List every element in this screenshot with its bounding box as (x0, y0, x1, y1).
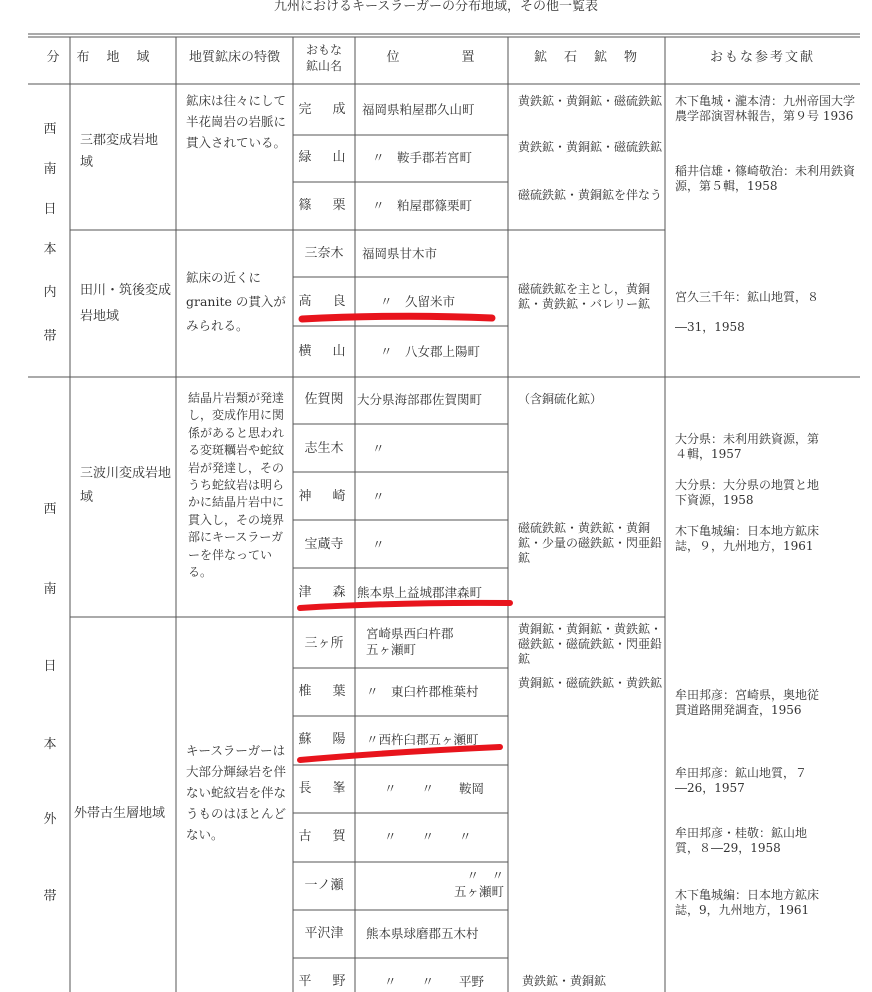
zone-char: 内 (43, 285, 57, 300)
mine-name: 高 良 (298, 294, 350, 309)
mine-ore: 黄鉄鉱・黄銅鉱・磁硫鉄鉱 (518, 140, 662, 154)
header-references: おもな参考文献 (709, 50, 815, 65)
mine-name: 緑 山 (298, 150, 350, 165)
reference-entry: 牟田邦彦：宮崎県，奥地従貫道路開発調査，1956 (675, 688, 820, 717)
mine-location: 〃 久留米市 (380, 294, 456, 309)
reference-entry: 木下亀城・瀧本清：九州帝国大学農学部演習林報告，第９号 1936 (675, 94, 856, 123)
mine-name: 三奈木 (304, 246, 344, 261)
zone-char: 本 (43, 737, 57, 752)
mine-ore: （含銅硫化鉱） (518, 392, 603, 406)
zone-char: 西 (43, 122, 57, 137)
geology-tagawa: 鉱床の近くに granite の貫入がみられる。 (186, 270, 286, 333)
mine-name: 神 崎 (298, 489, 350, 504)
mine-ore: 磁硫鉄鉱を主とし，黄銅鉱・黄鉄鉱・バレリー鉱 (518, 282, 651, 311)
mine-name: 一ノ瀬 (304, 878, 344, 893)
mine-location: 〃 鞍手郡若宮町 (372, 150, 473, 165)
reference-entry: 木下亀城編：日本地方鉱床誌，9，九州地方，1961 (675, 888, 820, 917)
header-mine: おもな 鉱山名 (305, 43, 342, 73)
zone-char: 外 (43, 812, 57, 827)
mine-name: 宝蔵寺 (304, 537, 344, 552)
zone-char: 日 (43, 202, 57, 217)
mine-name: 篠 栗 (298, 198, 350, 213)
mine-ore: 黄鉄鉱・黄銅鉱・磁硫鉄鉱 (518, 94, 662, 108)
mine-name: 平 野 (298, 974, 350, 989)
mine-name: 長 峯 (298, 781, 350, 796)
mine-name: 蘇 陽 (298, 732, 350, 747)
mine-location: 〃 (372, 441, 385, 456)
mine-location: 〃 (372, 537, 385, 552)
geology-sanbu: 鉱床は往々にして半花崗岩の岩脈に貫入されている。 (186, 93, 287, 150)
area-sanbu: 三郡変成岩地域 (80, 133, 159, 170)
mine-name: 椎 葉 (298, 684, 350, 699)
header-location: 位 置 (386, 50, 477, 65)
zone-char: 本 (43, 242, 57, 257)
area-gaitai: 外帯古生層地域 (74, 806, 166, 821)
mine-location: 〃 〃 鞍岡 (384, 781, 485, 796)
header-ore: 鉱 石 鉱 物 (533, 50, 639, 65)
mine-ore: 黄銅鉱・磁硫鉄鉱・黄鉄鉱 (518, 676, 662, 690)
mine-ore: 黄銅鉱・黄銅鉱・黄鉄鉱・磁鉄鉱・磁硫鉄鉱・閃亜鉛鉱 (518, 622, 662, 666)
mine-name: 志生木 (304, 441, 344, 456)
mine-location: 宮崎県西臼杵郡 五ヶ瀬町 (366, 626, 454, 657)
mine-location: 〃 八女郡上陽町 (380, 344, 481, 359)
mine-location: 〃西杵臼郡五ヶ瀬町 (366, 732, 479, 747)
reference-entry: 牟田邦彦・桂敬：鉱山地質，８―29，1958 (675, 826, 808, 855)
reference-entry: 稲井信雄・篠崎敬治：未利用鉄資源，第５輯，1958 (675, 164, 856, 193)
header-geology: 地質鉱床の特徴 (188, 50, 280, 65)
page-title: 九州におけるキースラーガーの分布地域，その他一覧表 (273, 0, 599, 14)
reference-entry: 大分県：大分県の地質と地下資源，1958 (675, 478, 820, 507)
reference-entry: 宮久三千年：鉱山地質，８―31，1958 (675, 290, 820, 334)
mine-location: 〃 〃 平野 (384, 974, 485, 989)
geology-sanbagawa: 結晶片岩類が発達し，変成作用に関係があると思われる変斑糲岩や蛇紋岩が発達し，そのうち蛇紋岩は明らかに結晶片岩中に貫入し，その境界部にキースラーガーを伴なっている。 (188, 391, 285, 580)
zone-char: 日 (43, 659, 57, 674)
mine-name: 津 森 (298, 585, 350, 600)
zone-char: 帯 (43, 329, 57, 344)
mine-name: 平沢津 (304, 926, 344, 941)
mine-location: 福岡県粕屋郡久山町 (362, 102, 475, 117)
mine-location: 熊本県球磨郡五木村 (366, 926, 479, 941)
zone-char: 南 (43, 162, 57, 177)
mine-location: 大分県海部郡佐賀関町 (357, 392, 483, 407)
mine-location: 福岡県甘木市 (362, 246, 438, 261)
mine-location: 〃 東臼杵郡椎葉村 (366, 684, 479, 699)
reference-entry: 牟田邦彦：鉱山地質，７―26，1957 (675, 766, 808, 795)
mine-location: 〃 〃 〃 (384, 829, 472, 844)
mine-location: 〃 粕屋郡篠栗町 (372, 198, 473, 213)
geology-gaitai: キースラーガーは大部分輝緑岩を伴ない蛇紋岩を伴なうものはほとんどない。 (186, 743, 287, 842)
header-area: 分 布 地 域 (46, 50, 152, 65)
mine-location: 〃 (372, 489, 385, 504)
mine-location: 熊本県上益城郡津森町 (357, 585, 483, 600)
zone-char: 南 (43, 582, 57, 597)
area-tagawa: 田川・筑後変成岩地域 (80, 283, 172, 324)
mine-name: 三ヶ所 (304, 636, 344, 651)
reference-entry: 木下亀城編：日本地方鉱床誌，９，九州地方，1961 (675, 524, 820, 553)
mine-ore: 磁硫鉄鉱・黄銅鉱を伴なう (518, 188, 662, 202)
mine-name: 古 賀 (298, 829, 350, 844)
mine-location: 〃 〃 五ヶ瀬町 (453, 868, 504, 899)
area-sanbagawa: 三波川変成岩地域 (80, 466, 172, 505)
mine-name: 完 成 (298, 102, 350, 117)
mine-ore: 黄鉄鉱・黄銅鉱 (522, 974, 607, 988)
mine-name: 佐賀関 (304, 392, 344, 407)
mine-name: 横 山 (298, 344, 350, 359)
mine-ore: 磁硫鉄鉱・黄鉄鉱・黄銅鉱・少量の磁鉄鉱・閃亜鉛鉱 (518, 521, 662, 565)
zone-char: 西 (43, 502, 57, 517)
zone-char: 帯 (43, 889, 57, 904)
reference-entry: 大分県：未利用鉄資源，第４輯，1957 (675, 432, 820, 461)
